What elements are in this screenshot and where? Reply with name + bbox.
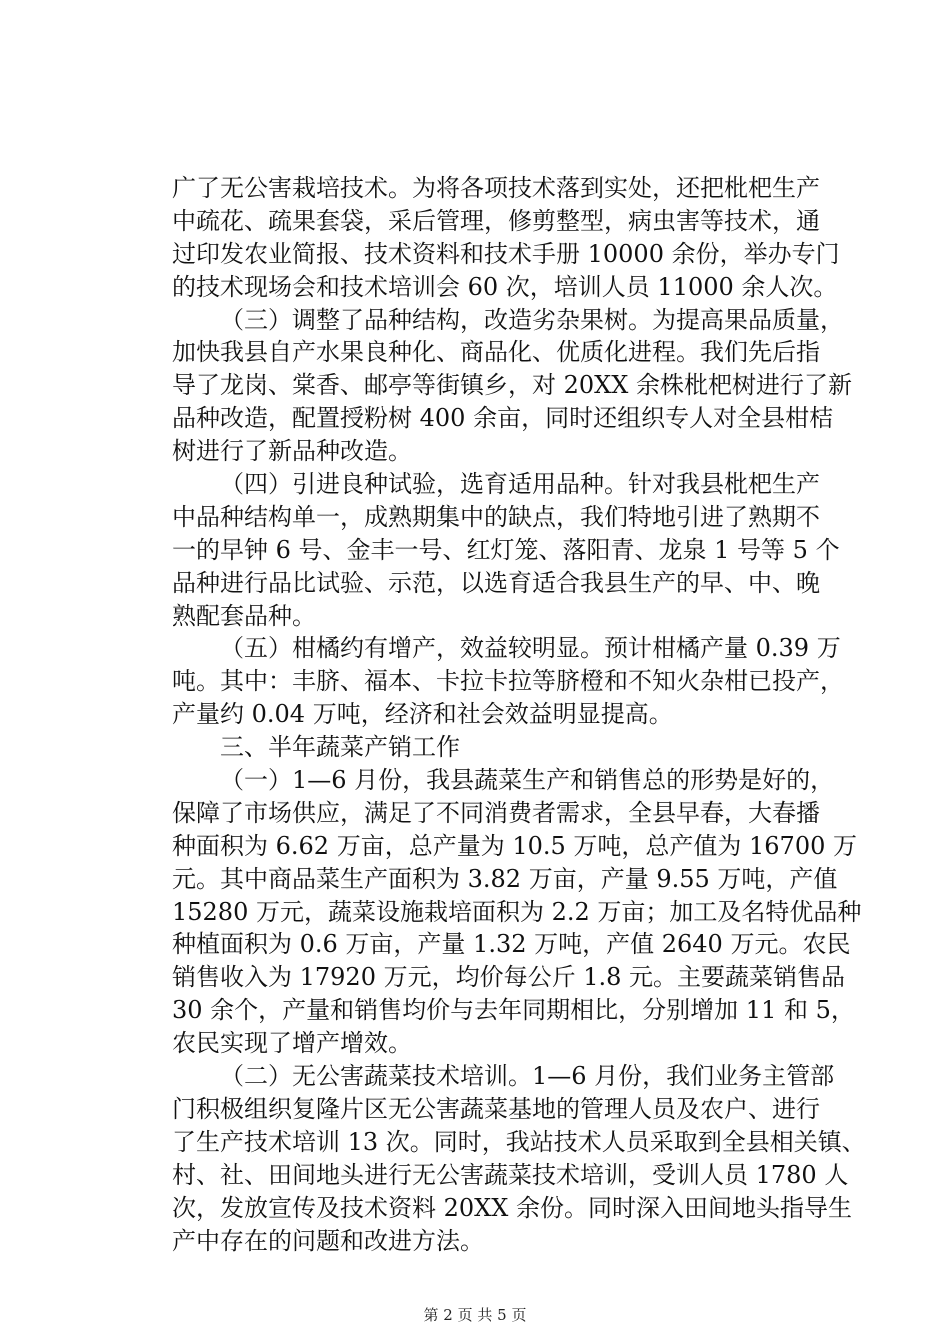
text-line: 吨。其中：丰脐、福本、卡拉卡拉等脐橙和不知火杂柑已投产， [172, 667, 844, 696]
text-line: 过印发农业简报、技术资料和技术手册 10000 余份，举办专门 [172, 239, 840, 268]
text-line: （二）无公害蔬菜技术培训。1—6 月份，我们业务主管部 [220, 1062, 835, 1091]
text-line: 种面积为 6.62 万亩，总产量为 10.5 万吨，总产值为 16700 万 [172, 831, 857, 860]
text-line: 加快我县自产水果良种化、商品化、优质化进程。我们先后指 [172, 338, 820, 367]
text-line: 产量约 0.04 万吨，经济和社会效益明显提高。 [172, 700, 673, 729]
text-line: 元。其中商品菜生产面积为 3.82 万亩，产量 9.55 万吨，产值 [172, 864, 838, 893]
text-line: （一）1—6 月份，我县蔬菜生产和销售总的形势是好的， [220, 766, 835, 795]
text-line: 30 余个，产量和销售均价与去年同期相比，分别增加 11 和 5， [172, 996, 855, 1025]
text-line: 熟配套品种。 [172, 601, 316, 630]
page-footer: 第 2 页 共 5 页 [423, 1306, 527, 1324]
text-line: 了生产技术培训 13 次。同时，我站技术人员采取到全县相关镇、 [172, 1127, 866, 1156]
text-line: 产中存在的问题和改进方法。 [172, 1226, 484, 1255]
text-line: 品种进行品比试验、示范，以选育适合我县生产的早、中、晚 [172, 568, 820, 597]
text-line: 导了龙岗、棠香、邮亭等街镇乡，对 20XX 余株枇杷树进行了新 [172, 371, 852, 400]
text-line: 广了无公害栽培技术。为将各项技术落到实处，还把枇杷生产 [172, 174, 820, 202]
text-line: 村、社、田间地头进行无公害蔬菜技术培训，受训人员 1780 人 [172, 1160, 849, 1189]
text-line: （三）调整了品种结构，改造劣杂果树。为提高果品质量， [220, 305, 844, 334]
body-text [172, 172, 866, 1257]
text-line: 15280 万元，蔬菜设施栽培面积为 2.2 万亩；加工及名特优品种 [172, 897, 862, 926]
text-line: 种植面积为 0.6 万亩，产量 1.32 万吨，产值 2640 万元。农民 [172, 930, 851, 959]
section-heading: 三、半年蔬菜产销工作 [220, 733, 460, 762]
text-line: 农民实现了增产增效。 [172, 1029, 412, 1058]
text-line: 保障了市场供应，满足了不同消费者需求，全县早春，大春播 [172, 798, 820, 827]
text-line: 中疏花、疏果套袋，采后管理，修剪整型，病虫害等技术，通 [172, 206, 820, 235]
text-line: 次，发放宣传及技术资料 20XX 余份。同时深入田间地头指导生 [172, 1193, 852, 1222]
text-line: 中品种结构单一，成熟期集中的缺点，我们特地引进了熟期不 [172, 502, 820, 531]
text-line: （四）引进良种试验，选育适用品种。针对我县枇杷生产 [220, 470, 820, 499]
text-line: 销售收入为 17920 万元，均价每公斤 1.8 元。主要蔬菜销售品 [172, 963, 846, 992]
text-line: 树进行了新品种改造。 [172, 437, 412, 466]
text-line: 品种改造，配置授粉树 400 余亩，同时还组织专人对全县柑桔 [172, 404, 834, 433]
text-line: （五）柑橘约有增产，效益较明显。预计柑橘产量 0.39 万 [220, 634, 841, 663]
text-line: 的技术现场会和技术培训会 60 次，培训人员 11000 余人次。 [172, 272, 838, 301]
text-line: 门积极组织复隆片区无公害蔬菜基地的管理人员及农户、进行 [172, 1094, 820, 1123]
text-line: 一的早钟 6 号、金丰一号、红灯笼、落阳青、龙泉 1 号等 5 个 [172, 535, 840, 564]
